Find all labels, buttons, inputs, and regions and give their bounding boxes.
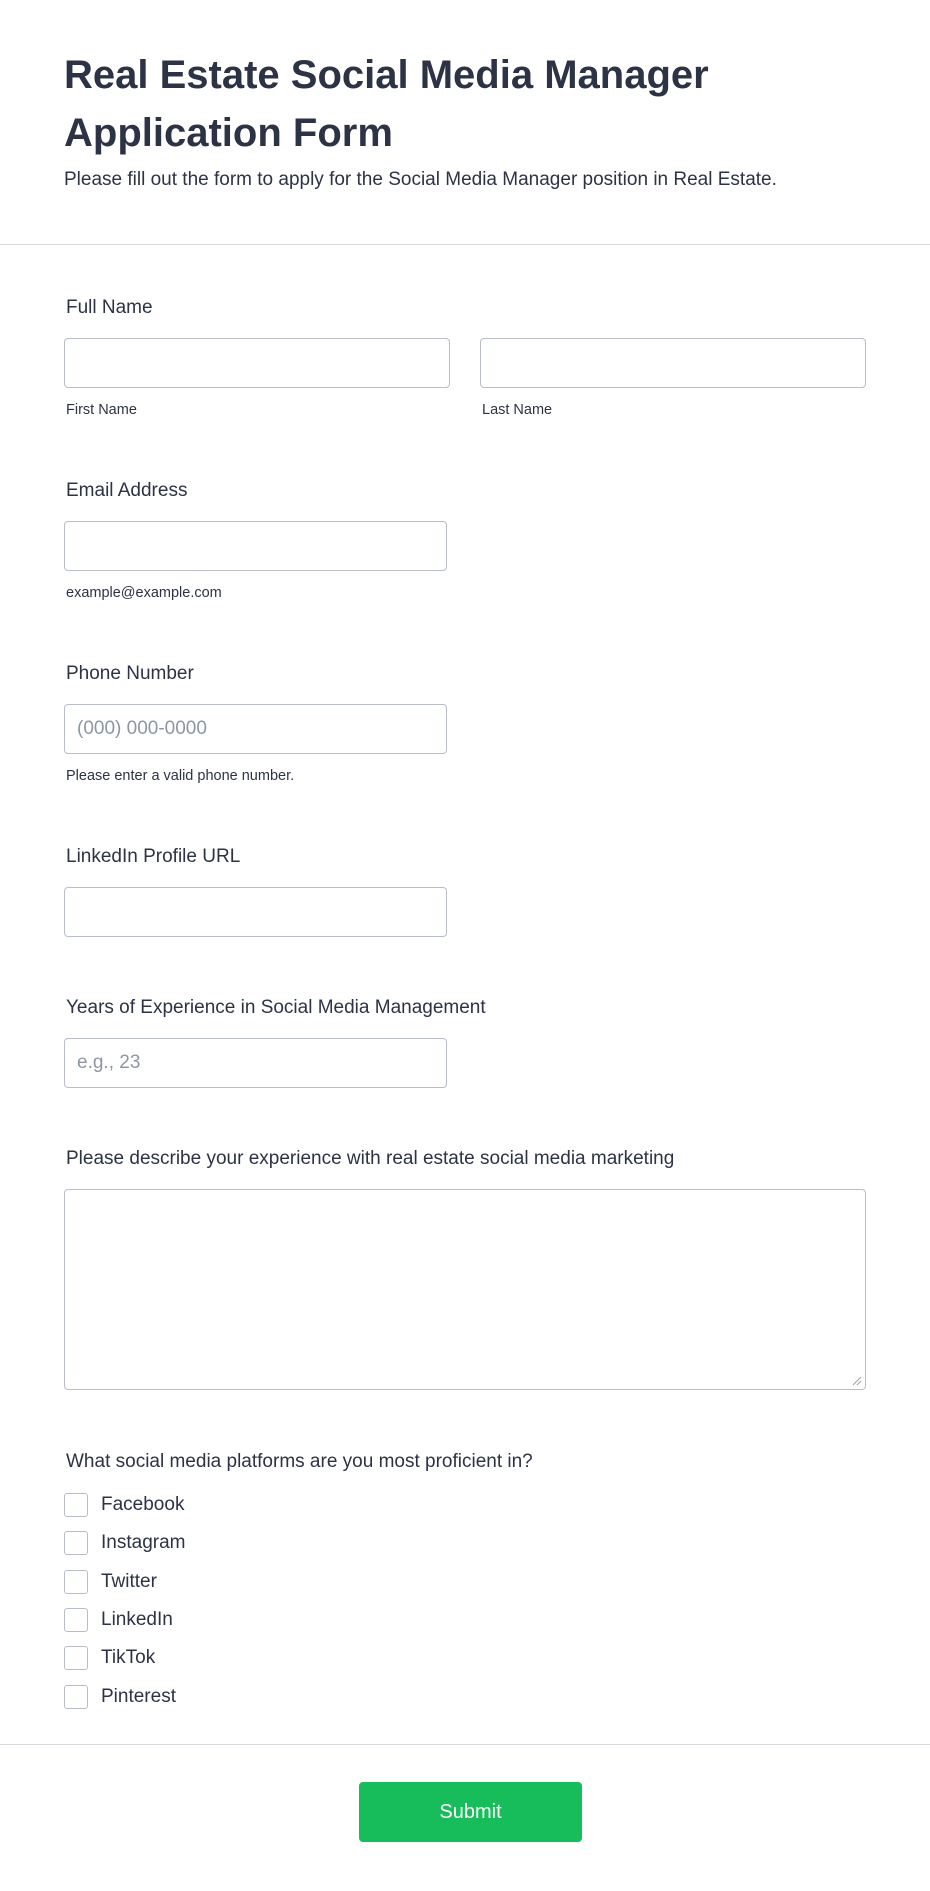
footer-divider — [0, 1744, 930, 1745]
linkedin-label: LinkedIn Profile URL — [66, 846, 241, 867]
checkbox-option-twitter[interactable] — [64, 1568, 364, 1596]
experience-description-textarea[interactable] — [64, 1189, 866, 1390]
linkedin-input[interactable] — [64, 887, 447, 937]
checkbox-label: Twitter — [101, 1571, 157, 1592]
submit-button[interactable]: Submit — [359, 1782, 582, 1842]
checkbox-icon[interactable] — [64, 1608, 88, 1632]
experience-description-label: Please describe your experience with real estate social media marketing — [66, 1148, 675, 1169]
form-title: Real Estate Social Media Manager Application Form — [64, 53, 709, 155]
checkbox-icon[interactable] — [64, 1685, 88, 1709]
form-header — [0, 0, 930, 245]
platforms-label: What social media platforms are you most proficient in? — [66, 1451, 533, 1472]
checkbox-option-pinterest[interactable] — [64, 1683, 364, 1711]
email-sublabel: example@example.com — [66, 585, 222, 601]
first-name-sublabel: First Name — [66, 402, 137, 418]
checkbox-label: Instagram — [101, 1532, 186, 1553]
checkbox-option-instagram[interactable] — [64, 1529, 364, 1557]
checkbox-label: Facebook — [101, 1494, 185, 1515]
phone-sublabel: Please enter a valid phone number. — [66, 768, 295, 784]
checkbox-option-linkedin[interactable] — [64, 1606, 364, 1634]
last-name-input[interactable] — [480, 338, 866, 388]
checkbox-option-facebook[interactable] — [64, 1491, 364, 1519]
experience-years-input[interactable] — [64, 1038, 447, 1088]
first-name-input[interactable] — [64, 338, 450, 388]
checkbox-icon[interactable] — [64, 1531, 88, 1555]
form-subtitle: Please fill out the form to apply for the Social Media Manager position in Real Estate. — [64, 169, 777, 190]
last-name-sublabel: Last Name — [482, 402, 553, 418]
checkbox-label: LinkedIn — [101, 1609, 173, 1630]
checkbox-option-tiktok[interactable] — [64, 1644, 364, 1672]
phone-input[interactable] — [64, 704, 447, 754]
checkbox-label: Pinterest — [101, 1686, 176, 1707]
phone-label: Phone Number — [66, 663, 194, 684]
checkbox-label: TikTok — [101, 1647, 156, 1668]
email-input[interactable] — [64, 521, 447, 571]
resize-grip-icon[interactable] — [850, 1374, 862, 1386]
checkbox-icon[interactable] — [64, 1493, 88, 1517]
checkbox-icon[interactable] — [64, 1570, 88, 1594]
checkbox-icon[interactable] — [64, 1646, 88, 1670]
full-name-label: Full Name — [66, 297, 153, 318]
email-label: Email Address — [66, 480, 188, 501]
experience-years-label: Years of Experience in Social Media Management — [66, 997, 486, 1018]
